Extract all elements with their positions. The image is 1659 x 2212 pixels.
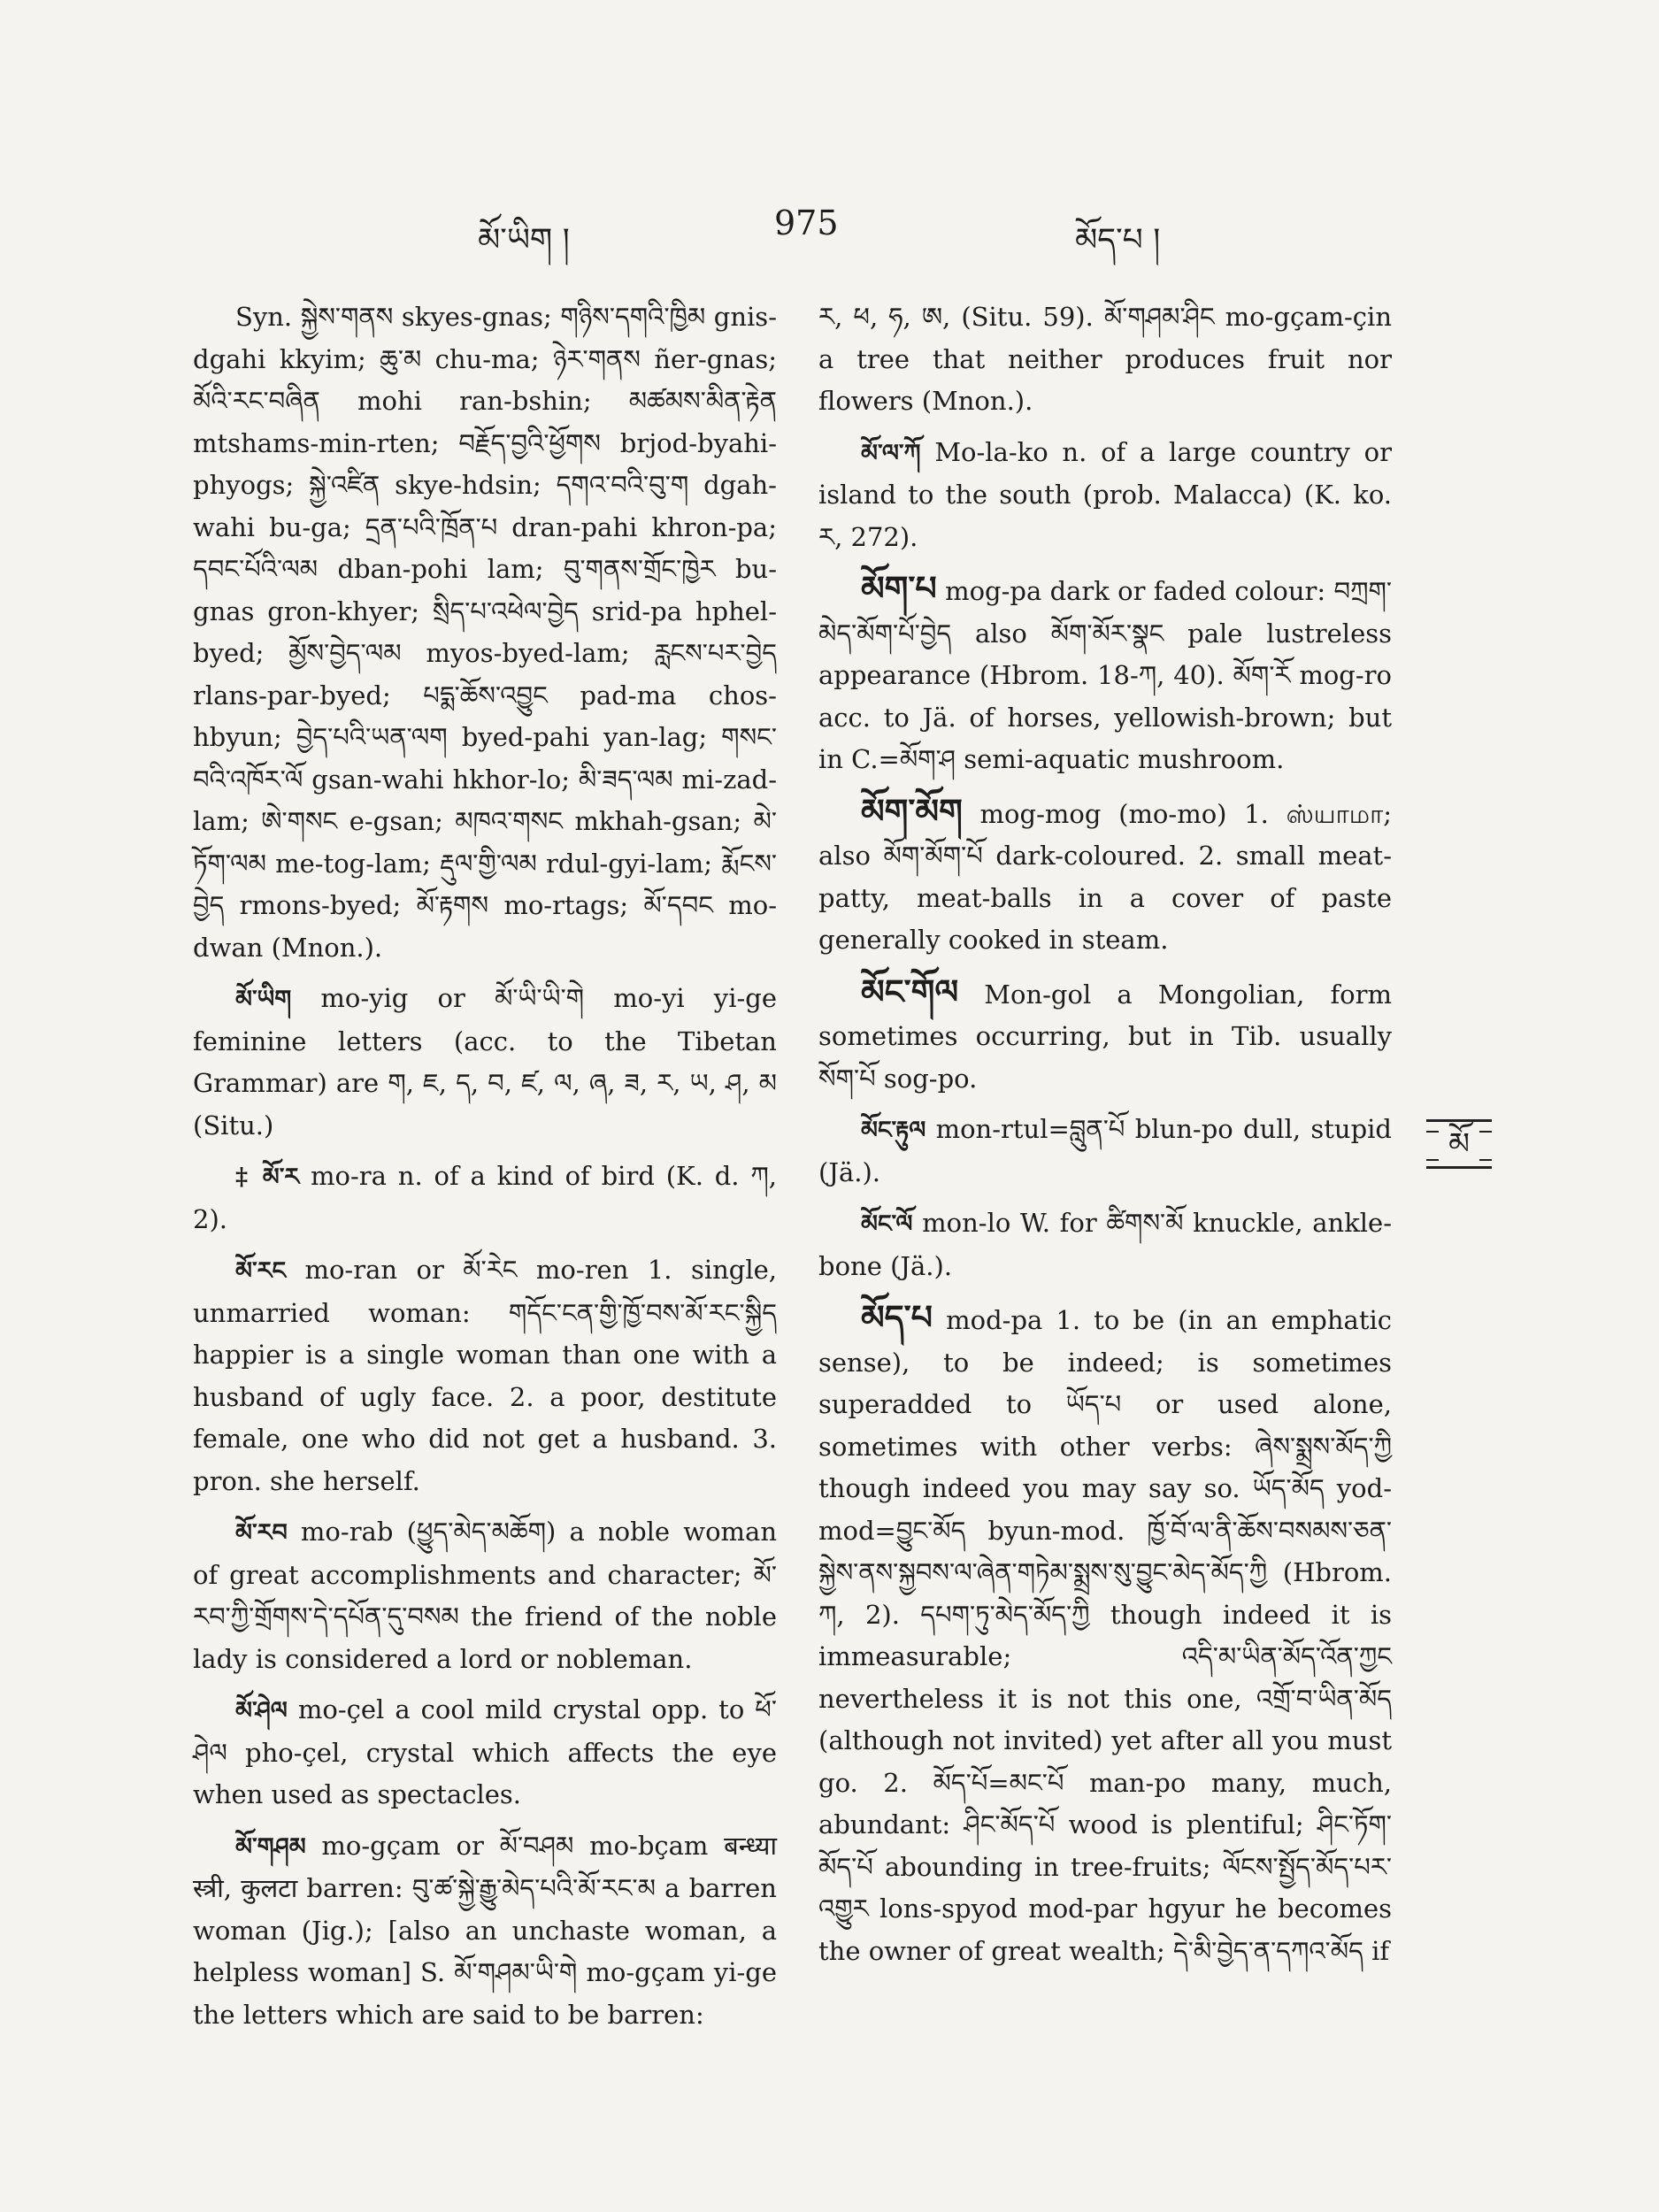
entry-mo-gcam	[193, 1825, 777, 2037]
entry-text: mo-yig or མོ་ཡི་ཡི་གེ mo-yi yi-ge feminine letters (acc. to the Tibetan Grammar) are ག, ཇ, ད, བ, ཛ, ལ, ཞ, ཟ, ར, ཡ, ཤ, མ (Situ.)	[193, 983, 777, 1141]
entry-text: mon-rtul=བླུན་པོ blun-po dull, stupid (Jä.).	[818, 1114, 1392, 1187]
entry-headword: མོ་རང	[235, 1257, 287, 1285]
entry-headword: མོ་རབ	[235, 1519, 288, 1547]
entry-mon-lo	[818, 1202, 1392, 1287]
entry-text: mo-rab (ཕྱུད་མེད་མཆོག) a noble woman of great accomplishments and character; མོ་རབ་ཀྱི་གྲོགས་དེ་དཔོན་དུ་བསམ the friend of the noble lady is considered a lord or nobleman.	[193, 1517, 777, 1674]
entry-mo-yig	[193, 978, 777, 1147]
entry-headword: མོང་གོལ	[861, 971, 959, 1011]
entry-mo-cel	[193, 1689, 777, 1816]
entry-text: Mo-la-ko n. of a large country or island to the south (prob. Malacca) (K. ko. ར, 272).	[818, 436, 1392, 552]
left-column	[193, 296, 777, 2045]
page-number: 975	[774, 204, 839, 242]
entry-text: mo-gçam or མོ་བཤམ mo-bçam बन्ध्या स्त्री, कुलटा barren: བུ་ཚ་སྐྱེ་རྒྱུ་མེད་པའི་མོ་རང་མ a barren woman (Jig.); [also an unchaste woman, a helpless woman] S. མོ་གཤམ་ཡི་གེ mo-gçam yi-ge the letters which are said to be barren:	[193, 1830, 777, 2030]
entry-mon-rtul	[818, 1109, 1392, 1194]
header-right-headword: མོད་པ །	[1075, 222, 1161, 258]
entry-mod-pa	[818, 1296, 1392, 1972]
entry-headword: མོ་ཡིག	[235, 986, 292, 1013]
entry-headword: མོད་པ	[861, 1297, 933, 1337]
entry-mo-ran	[193, 1249, 777, 1502]
header-left-headword: མོ་ཡིག །	[478, 222, 570, 258]
entry-mon-gol	[818, 971, 1392, 1101]
entry-text: mo-ran or མོ་རེང mo-ren 1. single, unmarried woman: གདོང་ངན་གྱི་ཁྱོ་བས་མོ་རང་སྐྱིད happier is a single woman than one with a husband of ugly face. 2. a poor, destitute female, one who did not get a husband. 3. pron. she herself.	[193, 1255, 777, 1496]
entry-text: mog-pa dark or faded colour: བཀྲག་མེད་མོག་པོ་བྱེད also མོག་མོར་སྣང pale lustreless appearance (Hbrom. 18-ཀ, 40). མོག་རོ mog-ro acc. to Jä. of horses, yellowish-brown; but in C.=མོག་ཤ semi-aquatic mushroom.	[818, 576, 1392, 774]
entry-mog-mog	[818, 790, 1392, 962]
page-header	[0, 204, 1659, 257]
entry-headword: མོ་གཤམ	[235, 1832, 306, 1861]
entry-text: mod-pa 1. to be (in an emphatic sense), to be indeed; is sometimes superadded to ཡོད་པ or used alone, sometimes with other verbs: ཞེས་སྨྲས་མོད་ཀྱི though indeed you may say so. ཡོད་མོད yod-mod=བྱུང་མོད byun-mod. ཁྱོ་བོ་ལ་ནི་ཆོས་བསམས་ཅན་སྐྱེས་ནས་སྐྱབས་ལ་ཞེན་གཏེམ་སྨྲས་སུ་བྱུང་མེད་མོད་ཀྱི (Hbrom. ཀ, 2). དཔག་ཏུ་མེད་མོད་ཀྱི though indeed it is immeasurable; འདི་མ་ཡིན་མོད་འོན་ཀྱང nevertheless it is not this one, འགྲོ་བ་ཡིན་མོད (although not invited) yet after all you must go. 2. མོད་པོ=མང་པོ man-po many, much, abundant: ཤིང་མོད་པོ wood is plentiful; ཤིང་ཏོག་མོད་པོ abounding in tree-fruits; ལོངས་སྤྱོད་མོད་པར་འགྱུར lons-spyod mod-par hgyur he becomes the owner of great wealth; དེ་མི་བྱེད་ན་དཀའ་མོད if	[818, 1305, 1392, 1966]
entry-headword: མོ་ལ་ཀོ	[861, 439, 921, 467]
entry-headword: མོ་ཤེལ	[235, 1697, 288, 1724]
entry-text: mon-lo W. for ཚིགས་མོ knuckle, ankle-bone (Jä.).	[818, 1208, 1392, 1281]
entry-continuation	[818, 296, 1392, 423]
entry-mo-ra	[193, 1156, 777, 1240]
entry-mo-rab	[193, 1511, 777, 1680]
entry-synonyms	[193, 296, 777, 969]
thumb-index-tab: མོ	[1426, 1119, 1492, 1169]
entry-headword: མོང་རྟུལ	[861, 1117, 926, 1144]
entry-headword: ‡ མོ་ར	[235, 1164, 300, 1191]
entry-mog-pa	[818, 567, 1392, 781]
entry-text: Syn. སྐྱེས་གནས skyes-gnas; གཉིས་དགའི་ཁྱིམ gnis-dgahi kkyim; ཆུ་མ chu-ma; ཉེར་གནས ñer-gnas; མོའི་རང་བཞིན mohi ran-bshin; མཚམས་མིན་རྟེན mtshams-min-rten; བརྗོད་བྱའི་ཕྱོགས brjod-byahi-phyogs; སྐྱེ་འཛིན skye-hdsin; དགའ་བའི་བུ་ག dgah-wahi bu-ga; དྲན་པའི་ཁྲོན་པ dran-pahi khron-pa; དབང་པོའི་ལམ dban-pohi lam; བུ་གནས་གྲོང་ཁྱེར bu-gnas gron-khyer; སྲིད་པ་འཕེལ་བྱེད srid-pa hphel-byed; མྱོས་བྱེད་ལམ myos-byed-lam; རླངས་པར་བྱེད rlans-par-byed; པདྨ་ཆོས་འབྱུང pad-ma chos-hbyun; བྱེད་པའི་ཡན་ལག byed-pahi yan-lag; གསང་བའི་འཁོར་ལོ gsan-wahi hkhor-lo; མི་ཟད་ལམ mi-zad-lam; ཨེ་གསང e-gsan; མཁའ་གསང mkhah-gsan; མེ་ཏོག་ལམ me-tog-lam; རྡུལ་གྱི་ལམ rdul-gyi-lam; རྨོངས་བྱེད rmons-byed; མོ་རྟགས mo-rtags; མོ་དབང mo-dwan (Mnon.).	[193, 302, 777, 963]
entry-headword: མོང་ལོ	[861, 1210, 913, 1238]
entry-text: mog-mog (mo-mo) 1. ஸ்யாமா; also མོག་མོག་པོ dark-coloured. 2. small meat-patty, meat-balls in a cover of paste generally cooked in steam.	[818, 798, 1392, 955]
entry-text: mo-çel a cool mild crystal opp. to ཕོ་ཤེལ pho-çel, crystal which affects the eye when used as spectacles.	[193, 1694, 777, 1809]
entry-mo-la-ko	[818, 432, 1392, 559]
entry-text: Mon-gol a Mongolian, form sometimes occurring, but in Tib. usually སོག་པོ sog-po.	[818, 979, 1392, 1094]
entry-headword: མོག་མོག	[861, 790, 963, 831]
entry-text: ར, ཕ, ཧ, ཨ, (Situ. 59). མོ་གཤམ་ཤིང mo-gçam-çin a tree that neither produces fruit nor flowers (Mnon.).	[818, 302, 1392, 416]
entry-text: mo-ra n. of a kind of bird (K. d. ཀ, 2).	[193, 1161, 777, 1234]
right-column	[818, 296, 1392, 1981]
entry-headword: མོག་པ	[861, 568, 937, 608]
